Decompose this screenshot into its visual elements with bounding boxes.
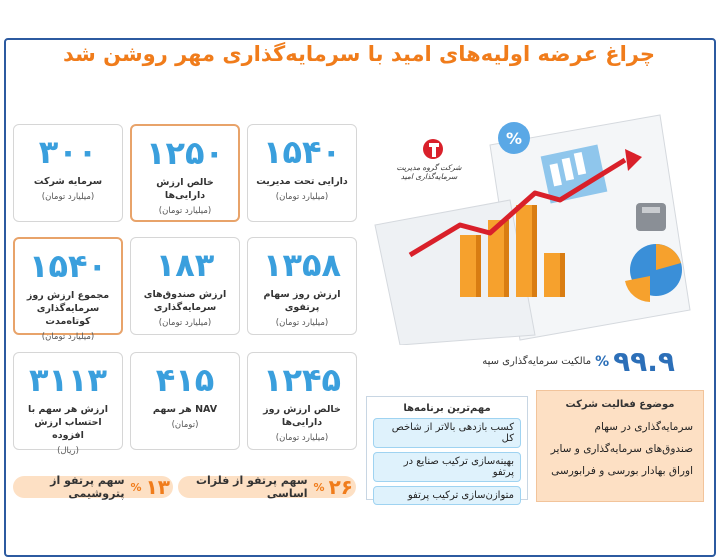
program-item: متوازن‌سازی ترکیب پرتفو <box>373 486 521 505</box>
stat-label: ارزش روز سهام پرتفوی <box>263 289 341 313</box>
stat-unit: (میلیارد تومان) <box>275 318 329 328</box>
stat-value: ۱۲۵۰ <box>145 134 225 172</box>
ownership-percent-sign: % <box>595 353 610 370</box>
activity-box <box>536 390 704 502</box>
page-title: چراغ عرضه اولیه‌های امید با سرمایه‌گذاری مهر روشن شد <box>63 42 655 66</box>
stat-card-share-value-added <box>13 352 123 456</box>
metals-share <box>185 476 353 498</box>
company-logo <box>375 135 483 190</box>
petro-share-label: سهم پرتفو از پتروشیمی <box>50 474 125 500</box>
ownership-label: مالکیت سرمایه‌گذاری سپه <box>482 356 592 367</box>
stat-card-net-asset-value <box>130 124 240 222</box>
stat-unit: (میلیارد تومان) <box>158 206 212 216</box>
stat-value: ۱۲۴۵ <box>262 361 342 399</box>
stat-card-portfolio-market-value <box>247 237 357 335</box>
stat-label: سرمایه شرکت <box>33 176 103 187</box>
stat-card-short-term-investments <box>13 237 123 342</box>
petro-share-percent-sign: % <box>130 480 142 494</box>
stat-unit: (ریال) <box>57 446 79 456</box>
stat-card-assets-under-management <box>247 124 357 222</box>
stat-value: ۱۳۵۸ <box>262 246 342 284</box>
programs-heading: مهم‌ترین برنامه‌ها <box>403 403 491 414</box>
stat-unit: (میلیارد تومان) <box>275 192 329 202</box>
ownership-value: ۹۹.۹ <box>613 345 675 378</box>
stat-label: NAV هر سهم <box>152 404 218 415</box>
stat-card-company-capital <box>13 124 123 222</box>
stat-label: ارزش صندوق‌های سرمایه‌گذاری <box>143 289 227 313</box>
program-item: بهینه‌سازی ترکیب صنایع در پرتفو <box>373 452 521 482</box>
percent-symbol: % <box>505 129 523 148</box>
stat-label: خالص ارزش روز دارایی‌ها <box>263 404 341 428</box>
activity-heading: موضوع فعالیت شرکت <box>565 399 675 410</box>
metals-share-value: ۲۶ <box>328 475 353 499</box>
metals-share-label: سهم پرتفو از فلزات اساسی <box>195 474 308 500</box>
activity-line: اوراق بهادار بورسی و فرابورسی <box>551 465 693 477</box>
stat-value: ۱۵۴۰ <box>262 133 342 171</box>
stat-unit: (میلیارد تومان) <box>275 433 329 443</box>
stat-value: ۳۰۰ <box>38 133 98 171</box>
activity-line: صندوق‌های سرمایه‌گذاری و سایر <box>550 443 693 455</box>
stat-value: ۱۸۳ <box>155 246 215 284</box>
stat-label: دارایی تحت مدیریت <box>256 176 348 187</box>
programs-box <box>366 396 528 500</box>
stat-value: ۳۱۱۳ <box>28 361 108 399</box>
stat-card-nav-per-share <box>130 352 240 450</box>
stat-value: ۴۱۵ <box>155 361 215 399</box>
stat-label: مجموع ارزش روز سرمایه‌گذاری کوتاه‌مدت <box>26 290 110 327</box>
stat-unit: (میلیارد تومان) <box>158 318 212 328</box>
stat-unit: (تومان) <box>171 420 199 430</box>
stat-card-net-market-asset-value <box>247 352 357 450</box>
activity-line: سرمایه‌گذاری در سهام <box>594 421 693 433</box>
ownership-stat <box>470 345 675 378</box>
petro-share-value: ۱۳ <box>145 475 170 499</box>
petro-share <box>18 476 170 498</box>
logo-text: شرکت گروه مدیریت سرمایه‌گذاری امید <box>396 163 462 181</box>
program-item: کسب بازدهی بالاتر از شاخص کل <box>373 418 521 448</box>
stat-unit: (میلیارد تومان) <box>41 192 95 202</box>
stat-unit: (میلیارد تومان) <box>41 332 95 342</box>
stat-label: ارزش هر سهم با احتساب ارزش افزوده <box>28 404 108 441</box>
stat-value: ۱۵۴۰ <box>28 247 108 285</box>
stat-label: خالص ارزش دارایی‌ها <box>156 177 214 201</box>
metals-share-percent-sign: % <box>313 480 325 494</box>
stat-card-funds-value <box>130 237 240 335</box>
